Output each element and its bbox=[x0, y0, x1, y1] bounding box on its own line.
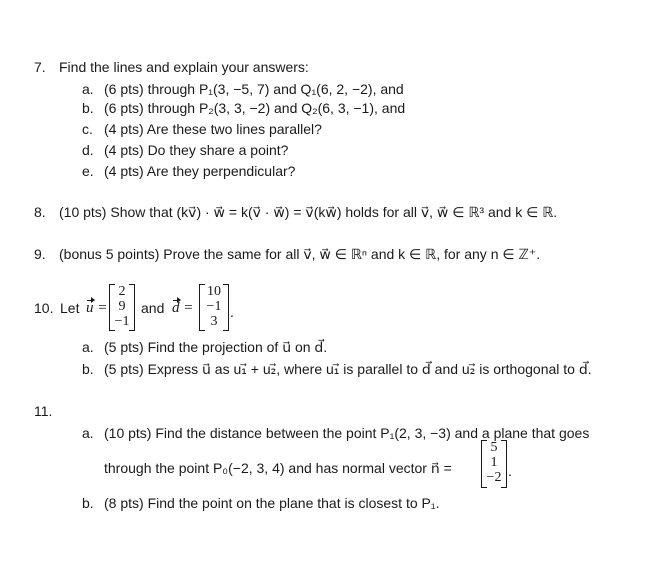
d-entry-3: 3 bbox=[210, 314, 218, 329]
u-column-vector bbox=[109, 284, 135, 331]
n-entry-2: 1 bbox=[490, 455, 498, 470]
q7c-text: (4 pts) Are these two lines parallel? bbox=[104, 121, 322, 137]
q10-period: . bbox=[230, 304, 234, 320]
u-entry-3: −1 bbox=[114, 314, 130, 329]
q11b-text: (8 pts) Find the point on the plane that is closest to P₁. bbox=[104, 495, 440, 511]
n-entry-1: 5 bbox=[490, 440, 498, 455]
q11a-label: a. bbox=[82, 425, 94, 441]
q11b-label: b. bbox=[82, 495, 94, 511]
q9-number: 9. bbox=[34, 246, 46, 262]
q10b-text: (5 pts) Express u⃗ as u₁⃗ + u₂⃗, where u₁⃗ is parallel to d⃗ and u₂⃗ is orthogonal to d⃗. bbox=[104, 361, 592, 377]
d-entry-2: −1 bbox=[206, 299, 222, 314]
d-vector-symbol: d = bbox=[172, 300, 194, 316]
q10b-label: b. bbox=[82, 361, 94, 377]
q7a-text: (6 pts) through P₁(3, −5, 7) and Q₁(6, 2, −2), and bbox=[104, 81, 404, 97]
q9-text: (bonus 5 points) Prove the same for all v⃗, w⃗ ∈ ℝⁿ and k ∈ ℝ, for any n ∈ ℤ⁺. bbox=[59, 246, 541, 262]
q10-let: Let bbox=[60, 300, 80, 316]
q11-number: 11. bbox=[34, 403, 53, 419]
q11a-period: . bbox=[508, 463, 512, 479]
q10-number: 10. bbox=[34, 300, 54, 316]
q11a-line1: (10 pts) Find the distance between the point P₁(2, 3, −3) and a plane that goes bbox=[104, 425, 590, 441]
u-vector-symbol: u = bbox=[86, 300, 108, 316]
q11a-line2: through the point P₀(−2, 3, 4) and has normal vector n⃗ = bbox=[104, 460, 452, 476]
q7e-text: (4 pts) Are they perpendicular? bbox=[104, 163, 296, 179]
n-entry-3: −2 bbox=[486, 470, 502, 485]
q7c-label: c. bbox=[82, 121, 93, 137]
d-entry-1: 10 bbox=[207, 284, 221, 299]
q7a-label: a. bbox=[82, 81, 94, 97]
q7e-label: e. bbox=[82, 163, 94, 179]
q8-text: (10 pts) Show that (kv⃗) · w⃗ = k(v⃗ · w⃗) = v⃗(kw⃗) holds for all v⃗, w⃗ ∈ ℝ³ and k ∈ ℝ. bbox=[59, 204, 558, 220]
q7b-text: (6 pts) through P₂(3, 3, −2) and Q₂(6, 3, −1), and bbox=[104, 100, 406, 116]
q10a-label: a. bbox=[82, 339, 94, 355]
q7-number: 7. bbox=[34, 59, 46, 75]
u-entry-1: 2 bbox=[118, 284, 126, 299]
n-column-vector bbox=[481, 440, 507, 488]
q10a-text: (5 pts) Find the projection of u⃗ on d⃗. bbox=[104, 339, 328, 355]
d-column-vector bbox=[199, 284, 229, 331]
q8-number: 8. bbox=[34, 204, 46, 220]
q7-stem: Find the lines and explain your answers: bbox=[59, 59, 309, 75]
q10-and: and bbox=[141, 300, 165, 316]
q7b-label: b. bbox=[82, 100, 94, 116]
u-entry-2: 9 bbox=[118, 299, 126, 314]
q7d-label: d. bbox=[82, 142, 94, 158]
q7d-text: (4 pts) Do they share a point? bbox=[104, 142, 289, 158]
